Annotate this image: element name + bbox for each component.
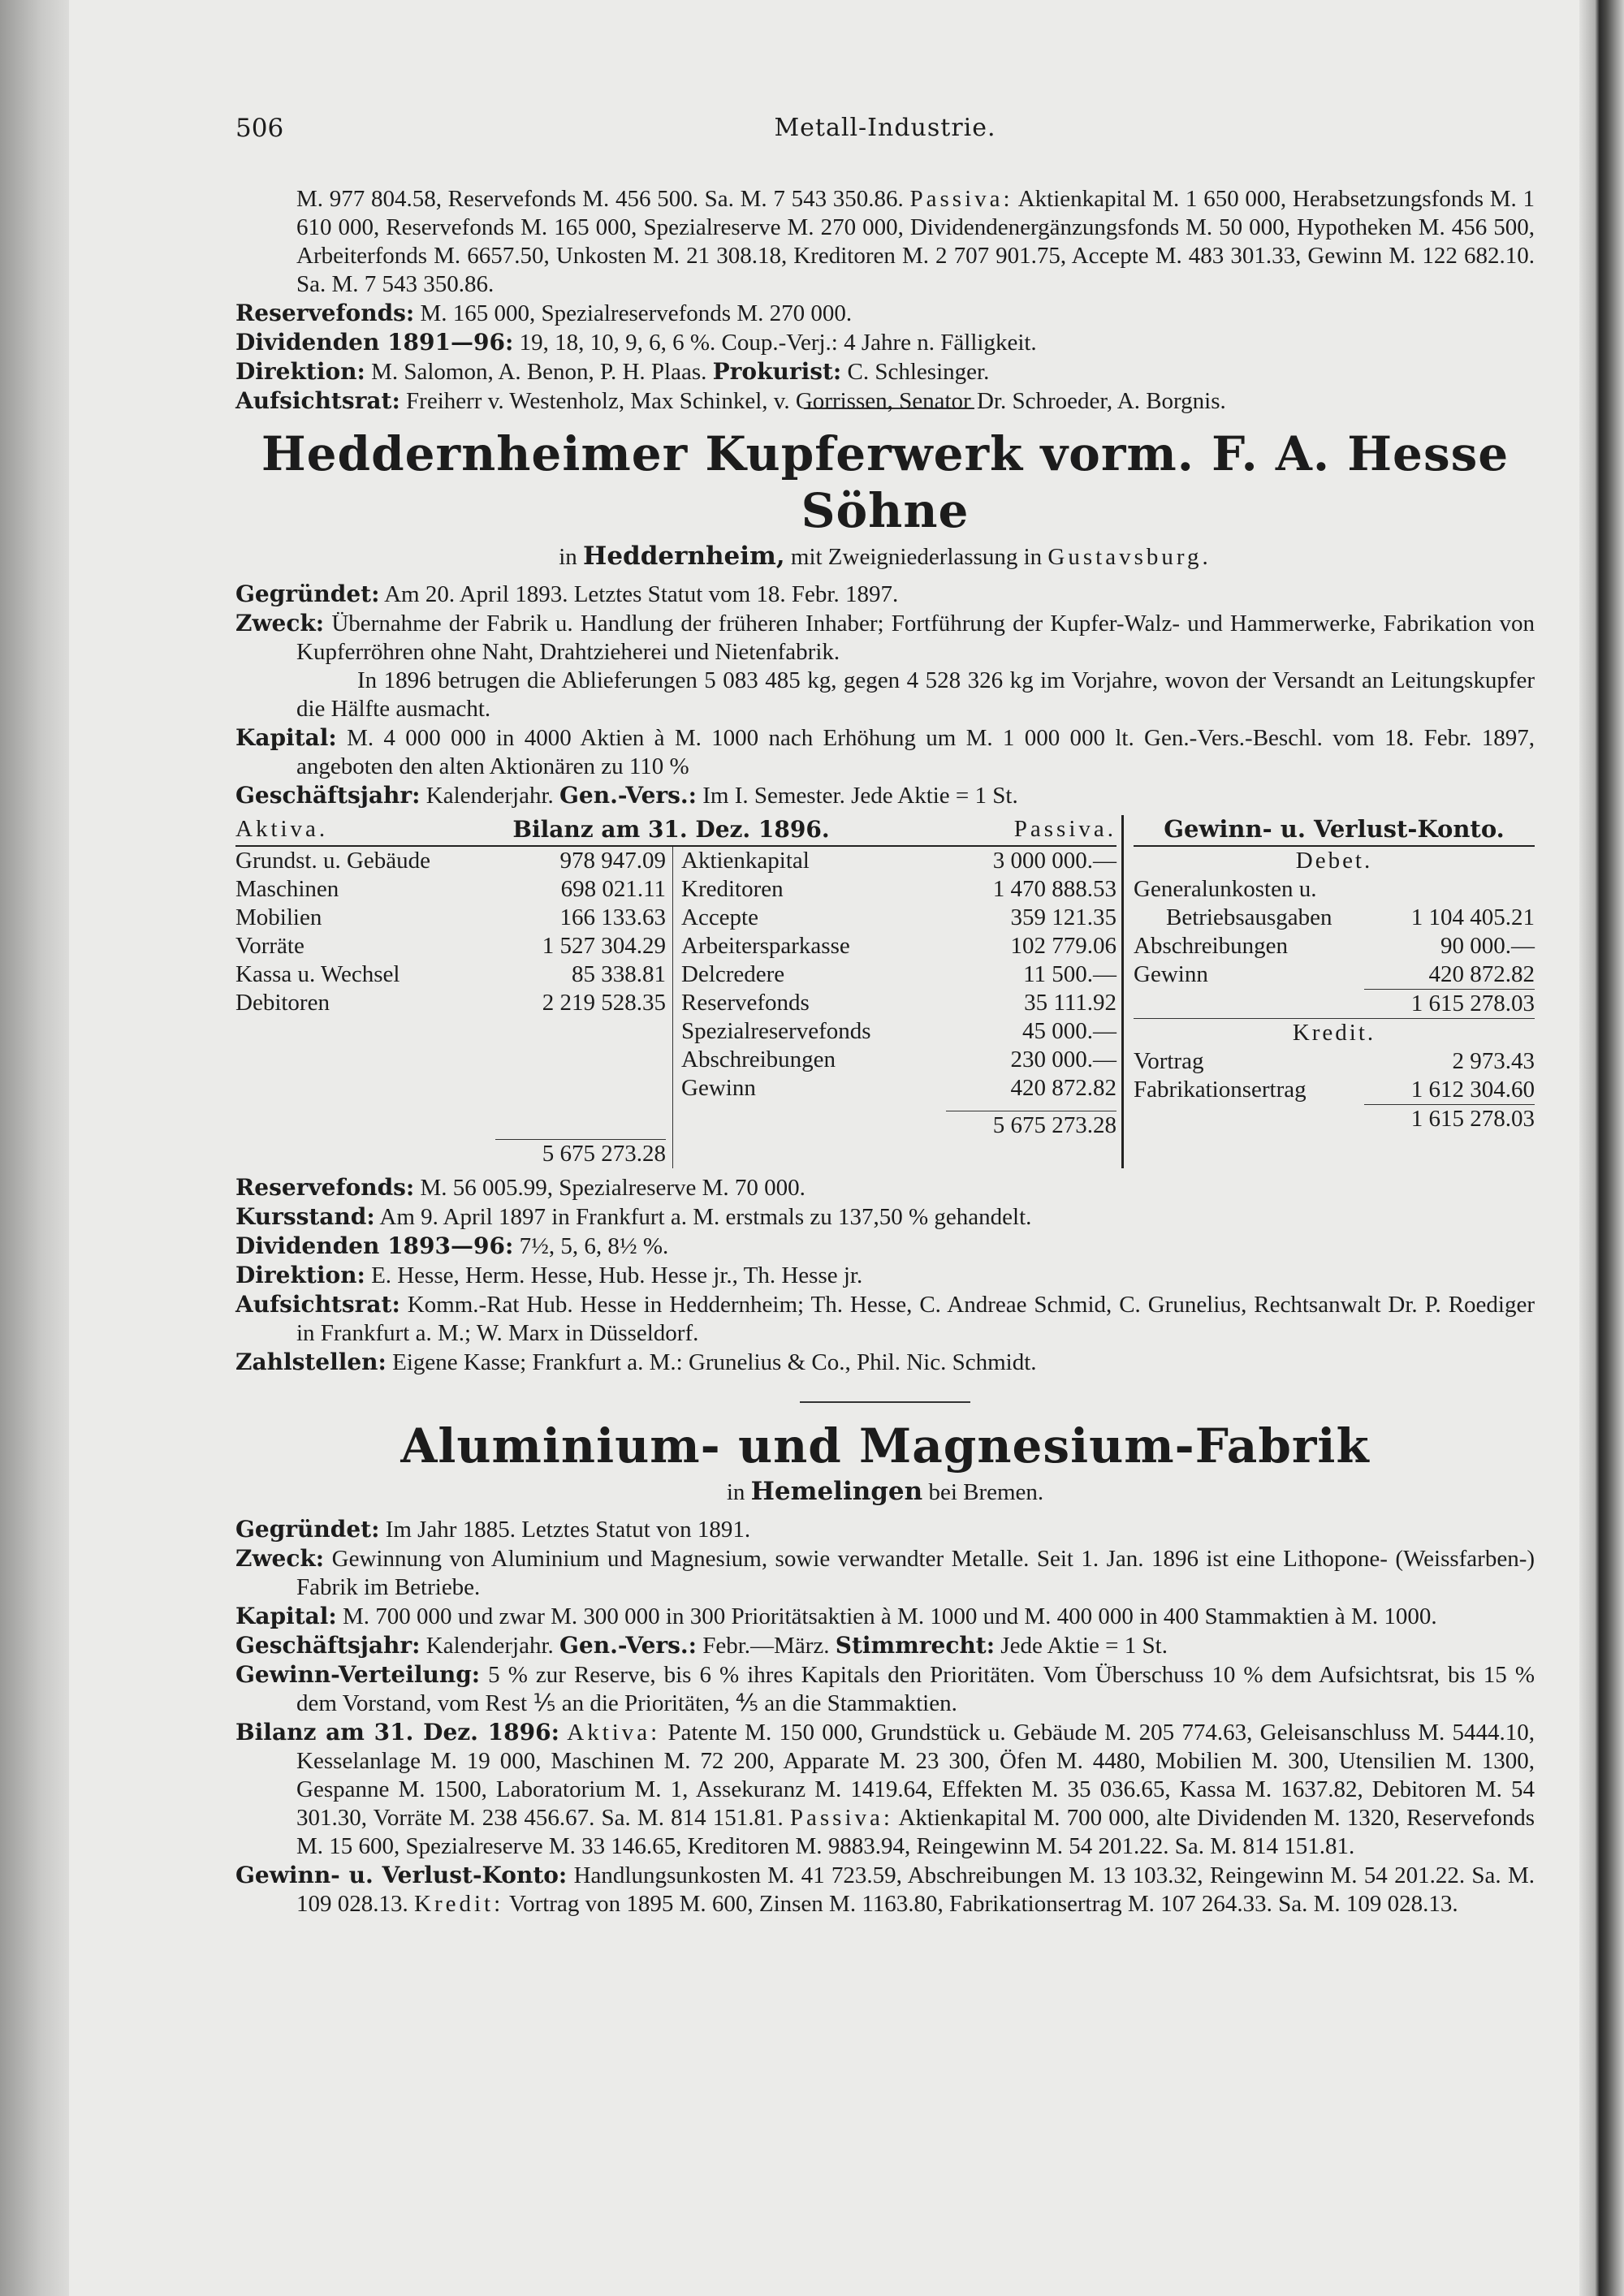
label: Gen.-Vers.:: [559, 782, 697, 809]
bilanz: [235, 815, 1124, 1168]
prev-balance-text: [235, 185, 1535, 299]
bilanz-title: Bilanz am 31. Dez. 1896.: [512, 816, 830, 843]
sub-place: Hemelingen: [750, 1477, 923, 1506]
value: Febr.—März.: [702, 1633, 830, 1659]
label: Kursstand:: [235, 1203, 375, 1230]
running-title: Metall-Industrie.: [774, 114, 996, 142]
table-row: [681, 960, 1116, 989]
value: Am 20. April 1893. Letztes Statut vom 18. Febr. 1897.: [384, 581, 899, 607]
value: E. Hesse, Herm. Hesse, Hub. Hesse jr., Th. Hesse jr.: [371, 1262, 863, 1288]
value: Gewinnung von Aluminium und Magnesium, sowie verwandter Metalle. Seit 1. Jan. 1896 ist eine Lithopone- (Weissfarben-) Fabrik im Betriebe.: [296, 1546, 1535, 1600]
value: 5 % zur Reserve, bis 6 % ihres Kapitals den Prioritäten. Vom Überschuss 10 % dem Aufsichtsrat, bis 15 % dem Vorstand, vom Rest ⅕ an die Prioritäten, ⅘ an die Stammaktien.: [296, 1662, 1535, 1716]
page-number: 506: [235, 114, 284, 143]
passiva-column: [673, 847, 1116, 1168]
debet-row: [1134, 904, 1535, 932]
value: M. 56 005.99, Spezialreserve M. 70 000.: [420, 1175, 806, 1201]
debet-rows: [1134, 932, 1535, 989]
passiva-total: 5 675 273.28: [946, 1111, 1116, 1140]
company-subtitle-aluminium: [235, 1478, 1535, 1507]
row-label: Debitoren: [235, 990, 330, 1016]
scan-left-margin: [0, 0, 69, 2296]
balance-sheet-heddernheim: [235, 815, 1535, 1168]
passiva-rows: [681, 847, 1116, 1103]
row-label: Reservefonds: [681, 990, 810, 1016]
row-label: Vorräte: [235, 933, 304, 959]
aktiva-total: 5 675 273.28: [495, 1139, 666, 1168]
value: Im Jahr 1885. Letztes Statut von 1891.: [385, 1517, 751, 1543]
row-label: Maschinen: [235, 876, 339, 902]
label: Kapital:: [235, 1603, 337, 1629]
row-label: Aktienkapital: [681, 848, 810, 874]
company-title-aluminium: Aluminium- und Magnesium-Fabrik: [400, 1418, 1370, 1474]
value: 19, 18, 10, 9, 6, 6 %. Coup.-Verj.: 4 Jahre n. Fälligkeit.: [519, 330, 1037, 356]
sub-in: in: [726, 1479, 745, 1505]
scan-right-gutter: [1579, 0, 1624, 2296]
row-label: Kassa u. Wechsel: [235, 961, 400, 987]
label: Gegründet:: [235, 1516, 380, 1543]
gewinn-verlust-konto: [1124, 815, 1535, 1168]
row-value: 2 219 528.35: [542, 990, 666, 1016]
row-value: 1 104 405.21: [1410, 904, 1535, 930]
table-row: [235, 847, 666, 875]
table-row: [681, 1074, 1116, 1103]
aktiva-heading: Aktiva.: [235, 816, 329, 842]
value: Kalenderjahr.: [425, 783, 554, 809]
aktiva-text: Patente M. 150 000, Grundstück u. Gebäude M. 205 774.63, Geleisanschluss M. 5444.10, Kesselanlage M. 19 000, Maschinen M. 72 200, Apparate M. 23 300, Öfen M. 4480, Mobilien M. 300, Utensilien M. 1300, Gespanne M. 1500, Laboratorium M. 1, Assekuranz M. 1419.64, Effekten M. 35 036.65, Kassa M. 1637.82, Debitoren M. 54 301.30, Vorräte M. 238 456.67. Sa. M. 814 151.81.: [296, 1720, 1535, 1831]
value: M. 165 000, Spezialreservefonds M. 270 000.: [420, 300, 853, 326]
alu-zweck: [235, 1544, 1535, 1602]
hedd-kapital: [235, 723, 1535, 781]
table-row: [1134, 1047, 1535, 1076]
row-value: 978 947.09: [559, 848, 666, 874]
row-value: 102 779.06: [1010, 933, 1116, 959]
company-subtitle-heddernheim: [235, 542, 1535, 572]
table-row: [681, 875, 1116, 904]
value: Jede Aktie = 1 St.: [1000, 1633, 1168, 1659]
prev-passiva-text: Aktienkapital M. 1 650 000, Herabsetzungsfonds M. 1 610 000, Reservefonds M. 165 000, Spezialreserve M. 270 000, Dividendenergänzungsfonds M. 50 000, Hypotheken M. 456 500, Arbeiterfonds M. 6657.50, Unkosten M. 21 308.18, Kreditoren M. 2 707 901.75, Accepte M. 483 301.33, Gewinn M. 122 682.10. Sa. M. 7 543 350.86.: [296, 186, 1535, 297]
row-value: 1 527 304.29: [542, 933, 666, 959]
label: Direktion:: [235, 1262, 365, 1288]
label: Aufsichtsrat:: [235, 1291, 400, 1318]
row-label: Spezialreservefonds: [681, 1018, 871, 1044]
prev-aufsichtsrat: [235, 386, 1535, 416]
passiva-label: Passiva:: [789, 1805, 893, 1831]
value: Am 9. April 1897 in Frankfurt a. M. erstmals zu 137,50 % gehandelt.: [379, 1204, 1032, 1230]
row-label: Accepte: [681, 904, 758, 930]
row-value: 2 973.43: [1452, 1048, 1535, 1074]
table-row: [1134, 1076, 1535, 1104]
hedd-dividends: [235, 1232, 1535, 1261]
hedd-reserve: [235, 1173, 1535, 1202]
sub-in: in: [559, 544, 577, 570]
table-row: [235, 904, 666, 932]
row-label: Arbeitersparkasse: [681, 933, 850, 959]
row-value: 35 111.92: [1024, 990, 1116, 1016]
row-label: Delcredere: [681, 961, 785, 987]
page-content: [235, 185, 1535, 1918]
debet-total: 1 615 278.03: [1364, 989, 1535, 1018]
hedd-direktion: [235, 1261, 1535, 1290]
row-value: 1 612 304.60: [1410, 1077, 1535, 1103]
row-value: 359 121.35: [1010, 904, 1116, 930]
label: Geschäftsjahr:: [235, 782, 421, 809]
label: Reservefonds:: [235, 1174, 415, 1201]
alu-kapital: [235, 1602, 1535, 1631]
row-label: Fabrikationsertrag: [1134, 1077, 1307, 1103]
aktiva-rows: [235, 847, 666, 1017]
row-label: Abschreibungen: [1134, 933, 1289, 959]
prev-reserve: [235, 299, 1535, 328]
alu-geschaeftsjahr: [235, 1631, 1535, 1660]
table-row: [1134, 932, 1535, 960]
table-row: [235, 932, 666, 960]
prev-passiva-label: Passiva:: [909, 186, 1013, 212]
row-value: 166 133.63: [559, 904, 666, 930]
label: Stimmrecht:: [835, 1632, 996, 1659]
debet-heading: Debet.: [1295, 848, 1373, 874]
value: 7½, 5, 6, 8½ %.: [519, 1233, 669, 1259]
hedd-zahlstellen: [235, 1348, 1535, 1377]
value: Übernahme der Fabrik u. Handlung der früheren Inhaber; Fortführung der Kupfer-Walz- und Hammerwerke, Fabrikation von Kupferröhren ohne Naht, Drahtzieherei und Nietenfabrik.: [296, 611, 1535, 665]
label: Dividenden 1891—96:: [235, 329, 514, 356]
table-row: [681, 904, 1116, 932]
value: Kalenderjahr.: [425, 1633, 554, 1659]
row-value: 11 500.—: [1023, 961, 1116, 987]
hedd-zweck-note: In 1896 betrugen die Ablieferungen 5 083 485 kg, gegen 4 528 326 kg im Vorjahre, wovon der Versandt an Leitungskupfer die Hälfte ausmacht.: [296, 667, 1535, 722]
hedd-geschaeftsjahr: [235, 781, 1535, 810]
row-value: 420 872.82: [1428, 961, 1535, 987]
value: M. 4 000 000 in 4000 Aktien à M. 1000 nach Erhöhung um M. 1 000 000 lt. Gen.-Vers.-Beschl. vom 18. Febr. 1897, angeboten den alten Aktionären zu 110 %: [296, 725, 1535, 779]
table-row: [681, 932, 1116, 960]
row-label: Betriebsausgaben: [1166, 904, 1332, 930]
bilanz-columns: [235, 847, 1116, 1168]
aktiva-column: [235, 847, 673, 1168]
row-label: Gewinn: [681, 1075, 756, 1101]
sub-branch: Gustavsburg.: [1047, 544, 1212, 570]
passiva-total-row: [681, 1103, 1116, 1140]
section-divider: [800, 1401, 970, 1403]
table-row: [235, 875, 666, 904]
kredit-heading: Kredit.: [1134, 1018, 1535, 1047]
table-row: [681, 847, 1116, 875]
value: Im I. Semester. Jede Aktie = 1 St.: [702, 783, 1018, 809]
row-value: 45 000.—: [1022, 1018, 1116, 1044]
label: Reservefonds:: [235, 300, 415, 326]
row-label: Vortrag: [1134, 1048, 1204, 1074]
label: Aufsichtsrat:: [235, 387, 400, 414]
row-value: 85 338.81: [572, 961, 666, 987]
alu-gegruendet: [235, 1515, 1535, 1544]
hedd-kursstand: [235, 1202, 1535, 1232]
row-label: Gewinn: [1134, 961, 1208, 987]
row-value: 3 000 000.—: [992, 848, 1116, 874]
value: C. Schlesinger.: [847, 359, 990, 385]
label: Gewinn-Verteilung:: [235, 1661, 481, 1688]
alu-gewinn-verlust: [235, 1861, 1535, 1918]
table-row: [1134, 960, 1535, 989]
value: Freiherr v. Westenholz, Max Schinkel, v. Gorrissen, Senator Dr. Schroeder, A. Borgnis.: [406, 388, 1226, 414]
value: Eigene Kasse; Frankfurt a. M.: Grunelius & Co., Phil. Nic. Schmidt.: [392, 1349, 1037, 1375]
debet-text: Handlungsunkosten M. 41 723.59, Abschreibungen M. 13 103.32, Reingewinn M. 54 201.22. Sa. M. 109 028.13.: [296, 1862, 1535, 1917]
table-row: [235, 960, 666, 989]
kredit-rows: [1134, 1047, 1535, 1104]
label: Direktion:: [235, 358, 365, 385]
bilanz-header: [235, 815, 1116, 847]
row-value: 1 470 888.53: [992, 876, 1116, 902]
label: Gegründet:: [235, 580, 380, 607]
aktiva-label: Aktiva:: [567, 1720, 661, 1746]
alu-bilanz: [235, 1718, 1535, 1861]
kredit-label: Kredit:: [414, 1891, 504, 1917]
hedd-gegruendet: [235, 580, 1535, 609]
sub-place: Heddernheim,: [583, 542, 785, 571]
running-header: [235, 114, 1535, 146]
label: Zweck:: [235, 1545, 325, 1572]
debet-line: Generalunkosten u.: [1134, 876, 1317, 902]
label: Zahlstellen:: [235, 1349, 387, 1375]
row-label: Kreditoren: [681, 876, 784, 902]
label: Prokurist:: [712, 358, 842, 385]
table-row: [681, 1017, 1116, 1046]
row-value: 420 872.82: [1010, 1075, 1116, 1101]
row-value: 698 021.11: [560, 876, 666, 902]
value: M. 700 000 und zwar M. 300 000 in 300 Prioritätsaktien à M. 1000 und M. 400 000 in 400 Stammaktien à M. 1000.: [343, 1603, 1437, 1629]
row-value: 230 000.—: [1010, 1047, 1116, 1072]
sub-rest: bei Bremen.: [928, 1479, 1044, 1505]
label: Gen.-Vers.:: [559, 1632, 697, 1659]
alu-gewinn-verteilung: [235, 1660, 1535, 1718]
kredit-text: Vortrag von 1895 M. 600, Zinsen M. 1163.80, Fabrikationsertrag M. 107 264.33. Sa. M. 109 028.13.: [508, 1891, 1458, 1917]
label: Zweck:: [235, 610, 325, 637]
hedd-zweck: [235, 609, 1535, 667]
sub-rest: mit Zweigniederlassung in: [790, 544, 1043, 570]
company-title-heddernheim: Heddernheimer Kupferwerk vorm. F. A. Hesse Söhne: [261, 426, 1510, 538]
passiva-text: Aktienkapital M. 700 000, alte Dividenden M. 1320, Reservefonds M. 15 600, Spezialreserve M. 33 146.65, Kreditoren M. 9883.94, Reingewinn M. 54 201.22. Sa. M. 814 151.81.: [296, 1805, 1535, 1859]
prev-direktion: [235, 357, 1535, 386]
label: Bilanz am 31. Dez. 1896:: [235, 1719, 559, 1746]
value: M. Salomon, A. Benon, P. H. Plaas.: [371, 359, 707, 385]
kredit-total: 1 615 278.03: [1364, 1104, 1535, 1133]
guv-title: Gewinn- u. Verlust-Konto.: [1134, 815, 1535, 847]
table-row: [681, 989, 1116, 1017]
row-label: Mobilien: [235, 904, 322, 930]
row-label: Grundst. u. Gebäude: [235, 848, 431, 874]
row-value: 90 000.—: [1440, 933, 1535, 959]
label: Geschäftsjahr:: [235, 1632, 421, 1659]
prev-aktiva-end: M. 977 804.58, Reservefonds M. 456 500. Sa. M. 7 543 350.86.: [296, 186, 904, 212]
label: Gewinn- u. Verlust-Konto:: [235, 1862, 568, 1888]
hedd-aufsichtsrat: [235, 1290, 1535, 1348]
passiva-heading: Passiva.: [1013, 816, 1116, 842]
row-label: Abschreibungen: [681, 1047, 836, 1072]
prev-dividends: [235, 328, 1535, 357]
table-row: [681, 1046, 1116, 1074]
aktiva-total-row: [235, 1131, 666, 1168]
label: Kapital:: [235, 724, 337, 751]
label: Dividenden 1893—96:: [235, 1232, 514, 1259]
value: Komm.-Rat Hub. Hesse in Heddernheim; Th. Hesse, C. Andreae Schmid, C. Grunelius, Rechtsanwalt Dr. P. Roediger in Frankfurt a. M.; W. Marx in Düsseldorf.: [296, 1292, 1535, 1346]
table-row: [235, 989, 666, 1017]
